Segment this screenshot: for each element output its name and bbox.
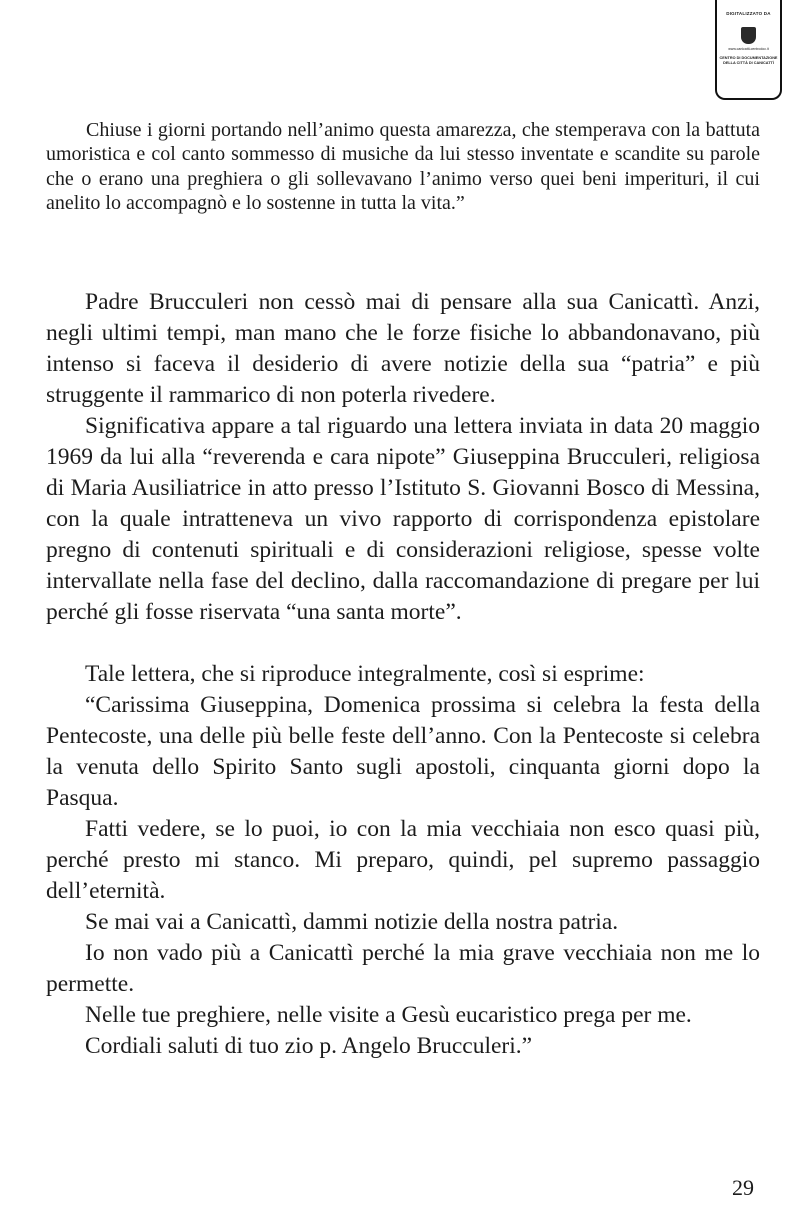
digitization-stamp	[715, 0, 782, 100]
paragraph-letter-4: Io non vado più a Canicattì perché la mia grave vecchiaia non me lo permette.	[46, 940, 760, 997]
paragraph-3: Tale lettera, che si riproduce integralmente, così si esprime:	[85, 661, 645, 687]
stamp-org-line2: DELLA CITTÀ DI CANICATTÌ	[723, 60, 774, 65]
page-number: 29	[732, 1175, 754, 1200]
paragraph-letter-2: Fatti vedere, se lo puoi, io con la mia vecchiaia non esco quasi più, perché presto mi stanco. Mi preparo, quindi, pel supremo passaggio dell’eternità.	[46, 816, 760, 904]
paragraph-letter-5: Nelle tue preghiere, nelle visite a Gesù eucaristico prega per me.	[85, 1002, 692, 1028]
paragraph-2: Significativa appare a tal riguardo una lettera inviata in data 20 maggio 1969 da lui alla “reverenda e cara nipote” Giuseppina Brucculeri, religiosa di Maria Ausiliatrice in atto presso l’Istituto S. Giovanni Bosco di Messina, con la quale intratteneva un vivo rapporto di corrispondenza epistolare pregno di contenuti spirituali e di considerazioni religiose, spesse volte intervallate nella fase del declino, dalla raccomandazione di pregare per lui perché gli fosse riservata “una santa morte”.	[46, 413, 760, 625]
paragraph-1: Padre Brucculeri non cessò mai di pensare alla sua Canicattì. Anzi, negli ultimi tempi, man mano che le forze fisiche lo abbandonavano, più intenso si faceva il desiderio di avere notizie della sua “patria” e più struggente il rammarico di non poterla rivedere.	[46, 289, 760, 408]
stamp-top-label: DIGITALIZZATO DA	[726, 11, 771, 16]
paragraph-letter-3: Se mai vai a Canicattì, dammi notizie della nostra patria.	[85, 909, 619, 935]
stamp-url: www.canicatti-centrodoc.it	[728, 46, 769, 51]
paragraph-quote-end: Chiuse i giorni portando nell’animo questa amarezza, che stemperava con la battuta umoristica e col canto sommesso di musiche da lui stesso inventate e scandite su parole che o erano una preghiera o gli sollevavano l’animo verso quei beni imperituri, il cui anelito lo accompagnò e lo sostenne in tutta la vita.”	[46, 119, 760, 215]
paragraph-letter-1: “Carissima Giuseppina, Domenica prossima si celebra la festa della Pentecoste, una delle più belle feste dell’anno. Con la Pentecoste si celebra la venuta dello Spirito Santo sugli apostoli, cinquanta giorni dopo la Pasqua.	[46, 692, 760, 811]
stamp-org-line1: CENTRO DI DOCUMENTAZIONE	[719, 56, 778, 60]
crest-icon	[741, 27, 756, 44]
paragraph-letter-6: Cordiali saluti di tuo zio p. Angelo Brucculeri.”	[85, 1033, 533, 1059]
